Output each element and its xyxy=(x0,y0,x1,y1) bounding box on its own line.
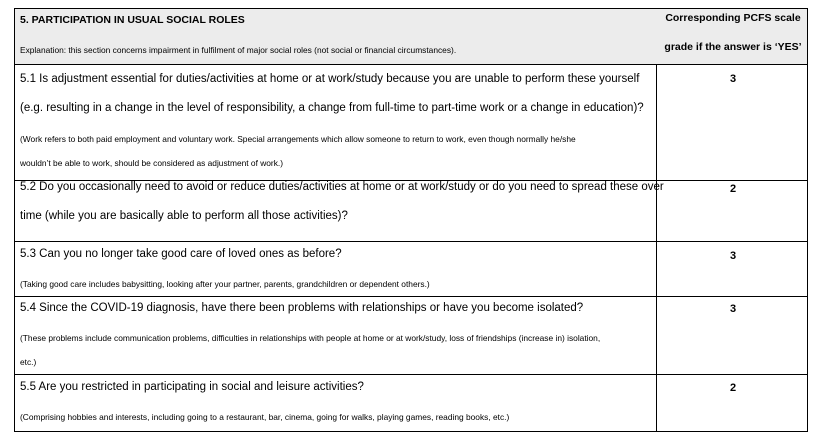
section-header-row xyxy=(15,9,807,64)
pcfs-grade: 3 xyxy=(729,73,737,85)
question-text: 5.3 Can you no longer take good care of loved ones as before? xyxy=(20,248,342,260)
question-row-5-5 xyxy=(15,374,807,433)
question-row-5-4 xyxy=(15,296,807,374)
grade-column-header-line2: grade if the answer is ‘YES’ xyxy=(664,41,802,53)
pcfs-social-roles-table xyxy=(14,8,808,432)
question-note: (Work refers to both paid employment and voluntary work. Special arrangements which allow someone to return to work, even though normally he/she xyxy=(20,134,576,144)
pcfs-grade: 2 xyxy=(729,382,737,394)
question-text: 5.2 Do you occasionally need to avoid or reduce duties/activities at home or at work/study or do you need to spread these over xyxy=(20,181,664,193)
question-text-cont: (e.g. resulting in a change in the level of responsibility, a change from full-time to part-time work or a change in education)? xyxy=(20,102,644,114)
question-note: (Taking good care includes babysitting, looking after your partner, parents, grandchildren or dependent others.) xyxy=(20,279,430,289)
section-title: 5. PARTICIPATION IN USUAL SOCIAL ROLES xyxy=(20,14,245,26)
pcfs-grade: 2 xyxy=(729,183,737,195)
question-text: 5.5 Are you restricted in participating in social and leisure activities? xyxy=(20,381,364,393)
question-note: (Comprising hobbies and interests, including going to a restaurant, bar, cinema, going for walks, playing games, reading books, etc.) xyxy=(20,412,510,422)
question-text: 5.4 Since the COVID-19 diagnosis, have there been problems with relationships or have you become isolated? xyxy=(20,302,584,314)
pcfs-grade: 3 xyxy=(729,250,737,262)
pcfs-grade: 3 xyxy=(729,303,737,315)
question-row-5-1 xyxy=(15,64,807,180)
question-row-5-3 xyxy=(15,241,807,296)
question-note: (These problems include communication problems, difficulties in relationships with people at home or at work/study, loss of friendships (increase in) isolation, xyxy=(20,333,601,343)
grade-column-header-line1: Corresponding PCFS scale xyxy=(665,12,801,24)
question-text: 5.1 Is adjustment essential for duties/activities at home or at work/study because you are unable to perform these yourself xyxy=(20,73,640,85)
question-row-5-2 xyxy=(15,180,807,241)
question-note-cont: etc.) xyxy=(20,357,37,367)
question-text-cont: time (while you are basically able to perform all those activities)? xyxy=(20,210,348,222)
question-note-cont: wouldn’t be able to work, should be considered as adjustment of work.) xyxy=(20,158,284,168)
section-explanation: Explanation: this section concerns impairment in fulfilment of major social roles (not social or financial circumstances). xyxy=(20,45,457,55)
